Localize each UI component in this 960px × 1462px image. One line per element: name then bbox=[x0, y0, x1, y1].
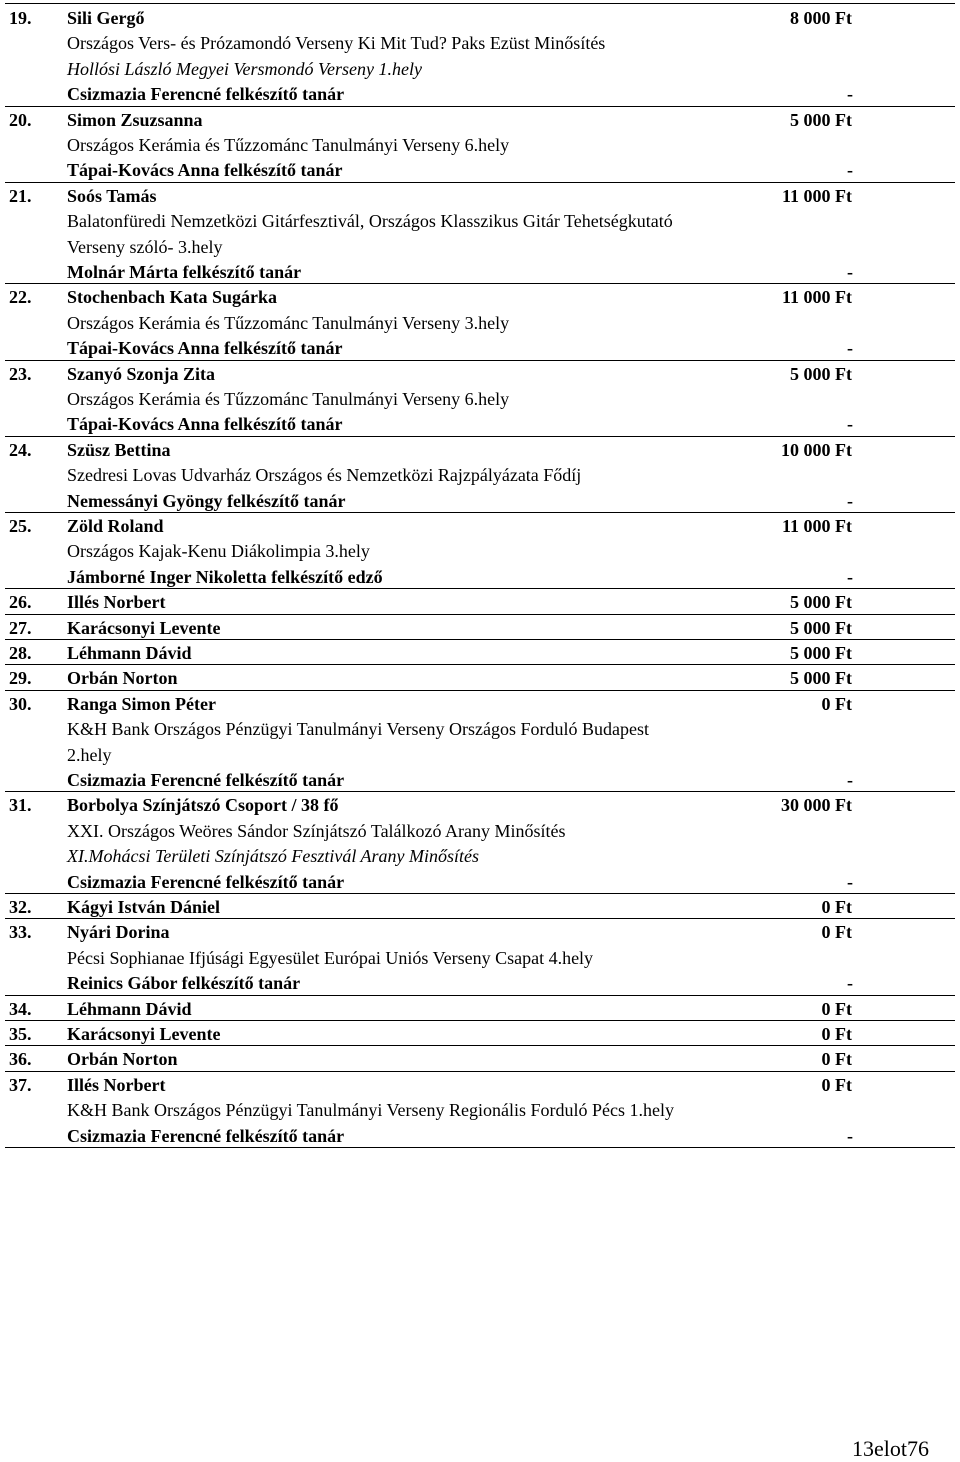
entry-name: Orbán Norton bbox=[67, 668, 178, 689]
entry-header-line bbox=[0, 1022, 960, 1047]
entry-name: Szanyó Szonja Zita bbox=[67, 363, 216, 384]
achievement-text: Országos Kerámia és Tűzzománc Tanulmányi Verseny 6.hely bbox=[67, 389, 510, 409]
entry-detail-line bbox=[0, 489, 960, 514]
achievement-text: Országos Kerámia és Tűzzománc Tanulmányi Verseny 6.hely bbox=[67, 135, 510, 155]
entry-detail-line bbox=[0, 235, 960, 260]
entry-name: Ranga Simon Péter bbox=[67, 693, 216, 714]
entry-detail-line bbox=[0, 971, 960, 996]
achievement-text: K&H Bank Országos Pénzügyi Tanulmányi Verseny Országos Forduló Budapest bbox=[67, 719, 649, 740]
entry-amount: 0 Ft bbox=[821, 922, 852, 943]
entry-detail-line bbox=[0, 1124, 960, 1149]
entry-header-line bbox=[0, 666, 960, 691]
achievement-text: Verseny szóló- 3.hely bbox=[67, 236, 223, 257]
row-divider bbox=[5, 512, 955, 513]
teacher-name: Tápai-Kovács Anna felkészítő tanár bbox=[67, 338, 343, 359]
entry-detail-line bbox=[0, 565, 960, 590]
entry-header-line bbox=[0, 997, 960, 1022]
entry-name: Nyári Dorina bbox=[67, 922, 170, 943]
entry-name: Sili Gergő bbox=[67, 8, 145, 28]
entry-name: Simon Zsuzsanna bbox=[67, 109, 203, 130]
entry-detail-line bbox=[0, 743, 960, 768]
entry-header-line bbox=[0, 285, 960, 310]
achievement-text: K&H Bank Országos Pénzügyi Tanulmányi Verseny Regionális Forduló Pécs 1.hely bbox=[67, 1100, 674, 1121]
row-divider bbox=[5, 182, 955, 183]
entry-name: Stochenbach Kata Sugárka bbox=[67, 287, 278, 308]
no-amount-dash: - bbox=[847, 84, 853, 105]
entry-name: Szüsz Bettina bbox=[67, 439, 171, 460]
entry-header-line bbox=[0, 895, 960, 920]
achievement-text: Országos Kerámia és Tűzzománc Tanulmányi Verseny 3.hely bbox=[67, 312, 510, 333]
entry-number: 22. bbox=[9, 287, 32, 308]
row-divider bbox=[5, 588, 955, 589]
teacher-name: Molnár Márta felkészítő tanár bbox=[67, 262, 302, 282]
entry-detail-line bbox=[0, 1098, 960, 1123]
entry-number: 25. bbox=[9, 516, 32, 536]
entry-header-line bbox=[0, 362, 960, 387]
entry-number: 23. bbox=[9, 363, 32, 384]
entry-detail-line bbox=[0, 717, 960, 742]
entry-amount: 5 000 Ft bbox=[790, 109, 852, 130]
entry-amount: 30 000 Ft bbox=[781, 795, 852, 816]
entry-amount: 0 Ft bbox=[821, 1074, 852, 1095]
entry-detail-line bbox=[0, 260, 960, 285]
entry-amount: 5 000 Ft bbox=[790, 363, 852, 384]
entry-amount: 5 000 Ft bbox=[790, 617, 852, 638]
achievement-text: Balatonfüredi Nemzetközi Gitárfesztivál, Országos Klasszikus Gitár Tehetségkutató bbox=[67, 211, 673, 232]
entry-name: Karácsonyi Levente bbox=[67, 1024, 221, 1044]
entry-name: Illés Norbert bbox=[67, 592, 166, 613]
entry-amount: 0 Ft bbox=[821, 1049, 852, 1070]
entry-header-line bbox=[0, 920, 960, 945]
row-divider bbox=[5, 1071, 955, 1072]
row-divider bbox=[5, 1147, 955, 1148]
entry-detail-line bbox=[0, 133, 960, 158]
entry-header-line bbox=[0, 108, 960, 133]
entry-number: 21. bbox=[9, 185, 32, 206]
no-amount-dash: - bbox=[847, 490, 853, 511]
entry-number: 31. bbox=[9, 795, 32, 816]
teacher-name: Jámborné Inger Nikoletta felkészítő edző bbox=[67, 566, 383, 587]
entry-number: 27. bbox=[9, 617, 32, 638]
entry-detail-line bbox=[0, 82, 960, 107]
row-divider bbox=[5, 791, 955, 792]
teacher-name: Csizmazia Ferencné felkészítő tanár bbox=[67, 871, 345, 892]
entry-name: Kágyi István Dániel bbox=[67, 897, 221, 917]
entry-name: Illés Norbert bbox=[67, 1074, 166, 1095]
entry-name: Zöld Roland bbox=[67, 516, 164, 536]
teacher-name: Csizmazia Ferencné felkészítő tanár bbox=[67, 84, 345, 105]
row-divider bbox=[5, 106, 955, 107]
teacher-name: Tápai-Kovács Anna felkészítő tanár bbox=[67, 414, 343, 435]
teacher-name: Reinics Gábor felkészítő tanár bbox=[67, 973, 301, 994]
no-amount-dash: - bbox=[847, 973, 853, 994]
achievement-text: Országos Kajak-Kenu Diákolimpia 3.hely bbox=[67, 541, 370, 562]
entry-detail-line bbox=[0, 768, 960, 793]
no-amount-dash: - bbox=[847, 566, 853, 587]
entry-header-line bbox=[0, 590, 960, 615]
entry-amount: 11 000 Ft bbox=[782, 516, 852, 536]
entry-detail-line bbox=[0, 819, 960, 844]
entry-detail-line bbox=[0, 158, 960, 183]
entry-detail-line bbox=[0, 870, 960, 895]
row-divider bbox=[5, 1045, 955, 1046]
achievement-text: Szedresi Lovas Udvarház Országos és Nemzetközi Rajzpályázata Fődíj bbox=[67, 465, 582, 486]
entry-detail-line bbox=[0, 412, 960, 437]
row-divider bbox=[5, 360, 955, 361]
no-amount-dash: - bbox=[847, 770, 853, 790]
entry-header-line bbox=[0, 793, 960, 818]
entry-detail-line bbox=[0, 57, 960, 82]
no-amount-dash: - bbox=[847, 414, 853, 435]
row-divider bbox=[5, 639, 955, 640]
achievement-text: Országos Vers- és Prózamondó Verseny Ki Mit Tud? Paks Ezüst Minősítés bbox=[67, 33, 606, 54]
entry-amount: 0 Ft bbox=[821, 693, 852, 714]
entry-header-line bbox=[0, 1073, 960, 1098]
row-divider bbox=[5, 918, 955, 919]
entry-amount: 5 000 Ft bbox=[790, 643, 852, 663]
entry-number: 20. bbox=[9, 109, 32, 130]
entry-number: 36. bbox=[9, 1049, 32, 1070]
entry-amount: 5 000 Ft bbox=[790, 668, 852, 689]
row-divider bbox=[5, 436, 955, 437]
entry-header-line bbox=[0, 514, 960, 539]
no-amount-dash: - bbox=[847, 1125, 853, 1146]
entry-detail-line bbox=[0, 463, 960, 488]
entry-amount: 11 000 Ft bbox=[782, 185, 852, 206]
entry-number: 19. bbox=[9, 8, 32, 28]
entry-number: 37. bbox=[9, 1074, 32, 1095]
entry-name: Orbán Norton bbox=[67, 1049, 178, 1070]
row-divider bbox=[5, 995, 955, 996]
row-divider bbox=[5, 893, 955, 894]
entry-amount: 0 Ft bbox=[821, 1024, 852, 1044]
entry-number: 24. bbox=[9, 439, 32, 460]
entry-header-line bbox=[0, 438, 960, 463]
entry-detail-line bbox=[0, 31, 960, 56]
entry-detail-line bbox=[0, 387, 960, 412]
entry-amount: 8 000 Ft bbox=[790, 8, 852, 28]
entry-amount: 10 000 Ft bbox=[781, 439, 852, 460]
entry-detail-line bbox=[0, 311, 960, 336]
entry-header-line bbox=[0, 616, 960, 641]
row-divider bbox=[5, 3, 955, 4]
entry-number: 35. bbox=[9, 1024, 32, 1044]
teacher-name: Csizmazia Ferencné felkészítő tanár bbox=[67, 770, 345, 790]
entry-name: Soós Tamás bbox=[67, 185, 157, 206]
page-number: 13elot76 bbox=[852, 1436, 929, 1461]
entry-name: Léhmann Dávid bbox=[67, 998, 192, 1019]
row-divider bbox=[5, 614, 955, 615]
no-amount-dash: - bbox=[847, 338, 853, 359]
entry-detail-line bbox=[0, 336, 960, 361]
entry-number: 33. bbox=[9, 922, 32, 943]
entry-amount: 0 Ft bbox=[821, 897, 852, 917]
achievement-text: XXI. Országos Weöres Sándor Színjátszó Találkozó Arany Minősítés bbox=[67, 820, 566, 841]
row-divider bbox=[5, 690, 955, 691]
entry-header-line bbox=[0, 184, 960, 209]
entry-number: 26. bbox=[9, 592, 32, 613]
no-amount-dash: - bbox=[847, 160, 853, 181]
teacher-name: Tápai-Kovács Anna felkészítő tanár bbox=[67, 160, 343, 181]
entry-name: Borbolya Színjátszó Csoport / 38 fő bbox=[67, 795, 339, 816]
entry-detail-line bbox=[0, 946, 960, 971]
entry-number: 30. bbox=[9, 693, 32, 714]
entry-name: Léhmann Dávid bbox=[67, 643, 192, 663]
row-divider bbox=[5, 1020, 955, 1021]
entry-header-line bbox=[0, 692, 960, 717]
achievement-text: Pécsi Sophianae Ifjúsági Egyesület Európai Uniós Verseny Csapat 4.hely bbox=[67, 947, 594, 968]
teacher-name: Nemessányi Gyöngy felkészítő tanár bbox=[67, 490, 346, 511]
entry-number: 32. bbox=[9, 897, 32, 917]
achievement-text: XI.Mohácsi Területi Színjátszó Fesztivál Arany Minősítés bbox=[67, 846, 479, 867]
entry-number: 28. bbox=[9, 643, 32, 663]
entry-amount: 0 Ft bbox=[821, 998, 852, 1019]
entry-number: 34. bbox=[9, 998, 32, 1019]
row-divider bbox=[5, 283, 955, 284]
no-amount-dash: - bbox=[847, 871, 853, 892]
no-amount-dash: - bbox=[847, 262, 853, 282]
achievement-text: 2.hely bbox=[67, 744, 112, 765]
row-divider bbox=[5, 664, 955, 665]
teacher-name: Csizmazia Ferencné felkészítő tanár bbox=[67, 1125, 345, 1146]
entry-detail-line bbox=[0, 844, 960, 869]
entry-detail-line bbox=[0, 539, 960, 564]
entry-number: 29. bbox=[9, 668, 32, 689]
entry-header-line bbox=[0, 1047, 960, 1072]
entry-amount: 5 000 Ft bbox=[790, 592, 852, 613]
achievement-text: Hollósi László Megyei Versmondó Verseny 1.hely bbox=[67, 58, 422, 79]
entry-header-line bbox=[0, 6, 960, 31]
entry-header-line bbox=[0, 641, 960, 666]
entry-name: Karácsonyi Levente bbox=[67, 617, 221, 638]
entry-amount: 11 000 Ft bbox=[782, 287, 852, 308]
entry-detail-line bbox=[0, 209, 960, 234]
